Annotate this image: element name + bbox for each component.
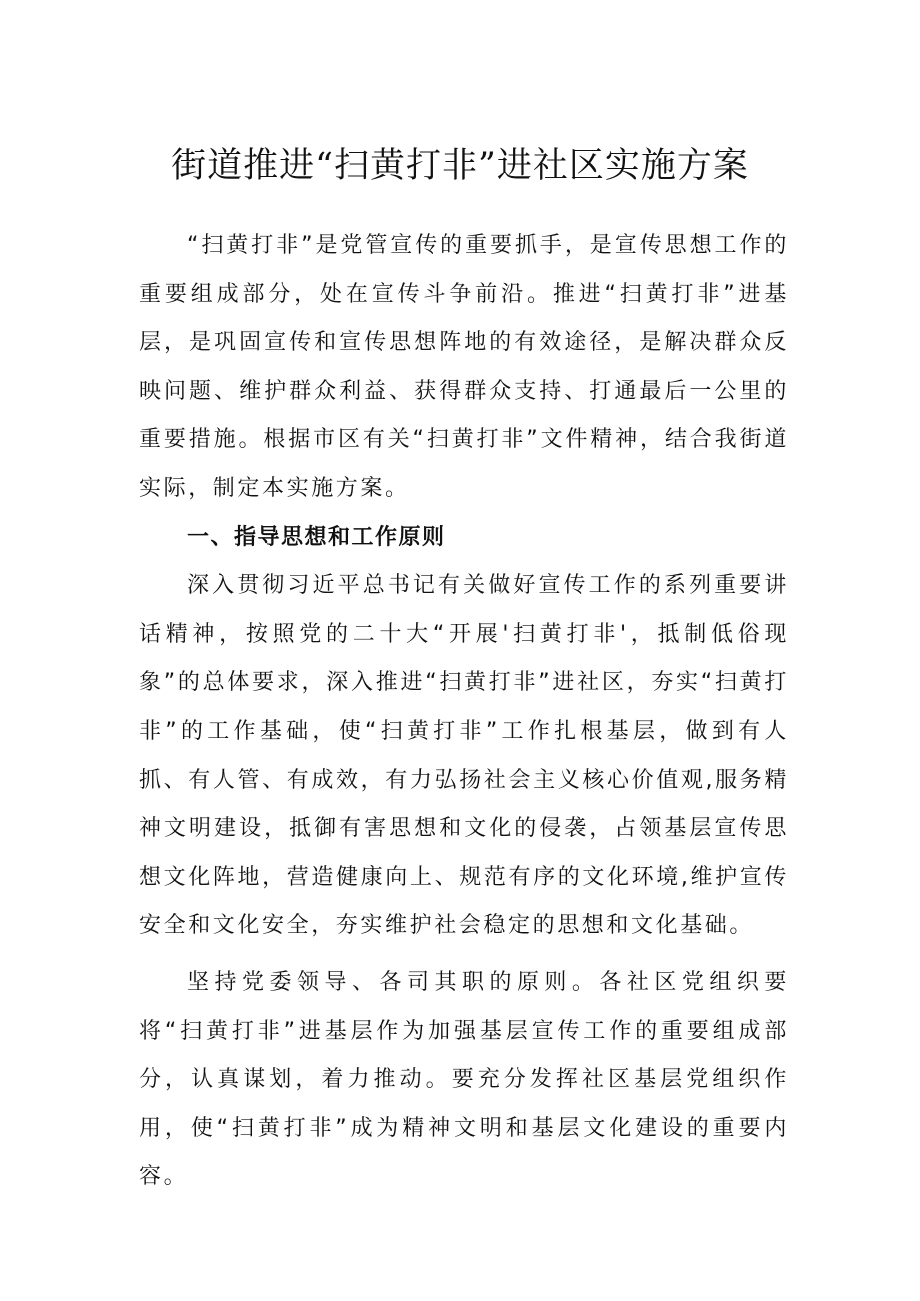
intro-paragraph: “扫黄打非”是党管宣传的重要抓手，是宣传思想工作的重要组成部分，处在宣传斗争前沿。推进“扫黄打非”进基层，是巩固宣传和宣传思想阵地的有效途径，是解决群众反映问题、维护群众利益、获得群众支持、打通最后一公里的重要措施。根据市区有关“扫黄打非”文件精神，结合我街道实际，制定本实施方案。	[139, 233, 789, 501]
section-heading-guiding-principles: 一、指导思想和工作原则	[187, 524, 446, 550]
document-title: 街道推进“扫黄打非”进社区实施方案	[171, 146, 749, 186]
guiding-thought-paragraph: 深入贯彻习近平总书记有关做好宣传工作的系列重要讲话精神，按照党的二十大“开展'扫黄打非'，抵制低俗现象”的总体要求，深入推进“扫黄打非”进社区，夯实“扫黄打非”的工作基础，使“扫黄打非”工作扎根基层，做到有人抓、有人管、有成效，有力弘扬社会主义核心价值观,服务精神文明建设，抵御有害思想和文化的侵袭，占领基层宣传思想文化阵地，营造健康向上、规范有序的文化环境,维护宣传安全和文化安全，夯实维护社会稳定的思想和文化基础。	[139, 573, 789, 939]
document-body	[139, 222, 789, 1202]
principle-paragraph: 坚持党委领导、各司其职的原则。各社区党组织要将“扫黄打非”进基层作为加强基层宣传工作的重要组成部分，认真谋划，着力推动。要充分发挥社区基层党组织作用，使“扫黄打非”成为精神文明和基层文化建设的重要内容。	[139, 969, 789, 1190]
